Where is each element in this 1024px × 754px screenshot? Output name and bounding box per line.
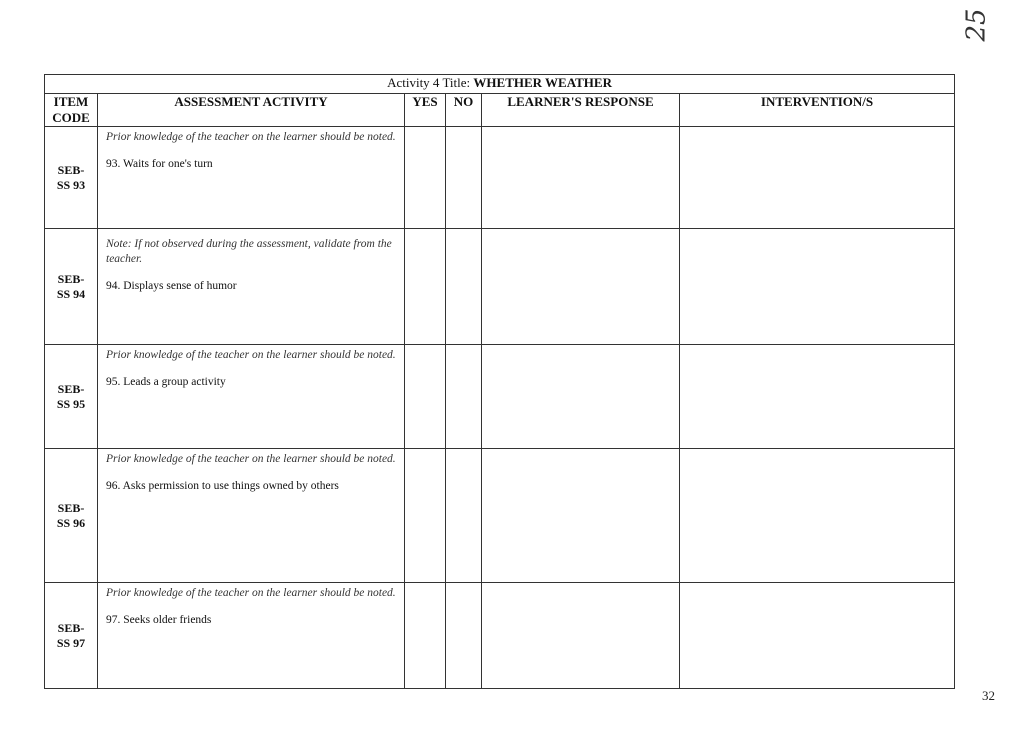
header-item-code: ITEM CODE: [45, 94, 98, 127]
page-number: 32: [982, 688, 995, 703]
assessment-activity: [98, 127, 405, 229]
activity-title-name: WHETHER WEATHER: [473, 75, 612, 90]
activity-item: 93. Waits for one's turn: [106, 158, 213, 170]
activity-item: 94. Displays sense of humor: [106, 280, 237, 292]
item-code: SEB- SS 97: [45, 583, 98, 689]
no-cell[interactable]: [446, 449, 482, 583]
interventions-cell[interactable]: [680, 345, 955, 449]
learners-response-cell[interactable]: [482, 229, 680, 345]
no-cell[interactable]: [446, 345, 482, 449]
item-code: SEB- SS 94: [45, 229, 98, 345]
learners-response-cell[interactable]: [482, 449, 680, 583]
activity-note: Prior knowledge of the teacher on the learner should be noted.: [106, 349, 396, 361]
table-row: [45, 229, 955, 345]
no-cell[interactable]: [446, 583, 482, 689]
activity-item: 95. Leads a group activity: [106, 376, 226, 388]
yes-cell[interactable]: [405, 229, 446, 345]
table-row: [45, 127, 955, 229]
header-interventions: INTERVENTION/S: [680, 94, 955, 127]
activity-item: 96. Asks permission to use things owned by others: [106, 480, 339, 492]
header-yes: YES: [405, 94, 446, 127]
learners-response-cell[interactable]: [482, 127, 680, 229]
header-learners-response: LEARNER'S RESPONSE: [482, 94, 680, 127]
item-code: SEB- SS 93: [45, 127, 98, 229]
table-row: [45, 449, 955, 583]
activity-note: Note: If not observed during the assessment, validate from the teacher.: [106, 238, 392, 265]
interventions-cell[interactable]: [680, 127, 955, 229]
learners-response-cell[interactable]: [482, 583, 680, 689]
activity-note: Prior knowledge of the teacher on the learner should be noted.: [106, 453, 396, 465]
yes-cell[interactable]: [405, 345, 446, 449]
interventions-cell[interactable]: [680, 583, 955, 689]
assessment-activity: [98, 449, 405, 583]
item-code: SEB- SS 95: [45, 345, 98, 449]
yes-cell[interactable]: [405, 127, 446, 229]
no-cell[interactable]: [446, 127, 482, 229]
assessment-activity: [98, 583, 405, 689]
yes-cell[interactable]: [405, 449, 446, 583]
activity-title: [45, 75, 955, 94]
header-assessment-activity: ASSESSMENT ACTIVITY: [98, 94, 405, 127]
assessment-activity: [98, 345, 405, 449]
no-cell[interactable]: [446, 229, 482, 345]
header-no: NO: [446, 94, 482, 127]
activity-title-prefix: Activity 4 Title:: [387, 75, 471, 90]
activity-note: Prior knowledge of the teacher on the learner should be noted.: [106, 587, 396, 599]
activity-item: 97. Seeks older friends: [106, 614, 212, 626]
activity-title-row: [45, 75, 955, 94]
table-row: [45, 345, 955, 449]
yes-cell[interactable]: [405, 583, 446, 689]
interventions-cell[interactable]: [680, 449, 955, 583]
interventions-cell[interactable]: [680, 229, 955, 345]
item-code: SEB- SS 96: [45, 449, 98, 583]
header-row: [45, 94, 955, 127]
handwritten-page-mark: 25: [961, 8, 992, 42]
assessment-activity: [98, 229, 405, 345]
table-row: [45, 583, 955, 689]
activity-note: Prior knowledge of the teacher on the learner should be noted.: [106, 131, 396, 143]
assessment-table: [44, 74, 955, 689]
learners-response-cell[interactable]: [482, 345, 680, 449]
